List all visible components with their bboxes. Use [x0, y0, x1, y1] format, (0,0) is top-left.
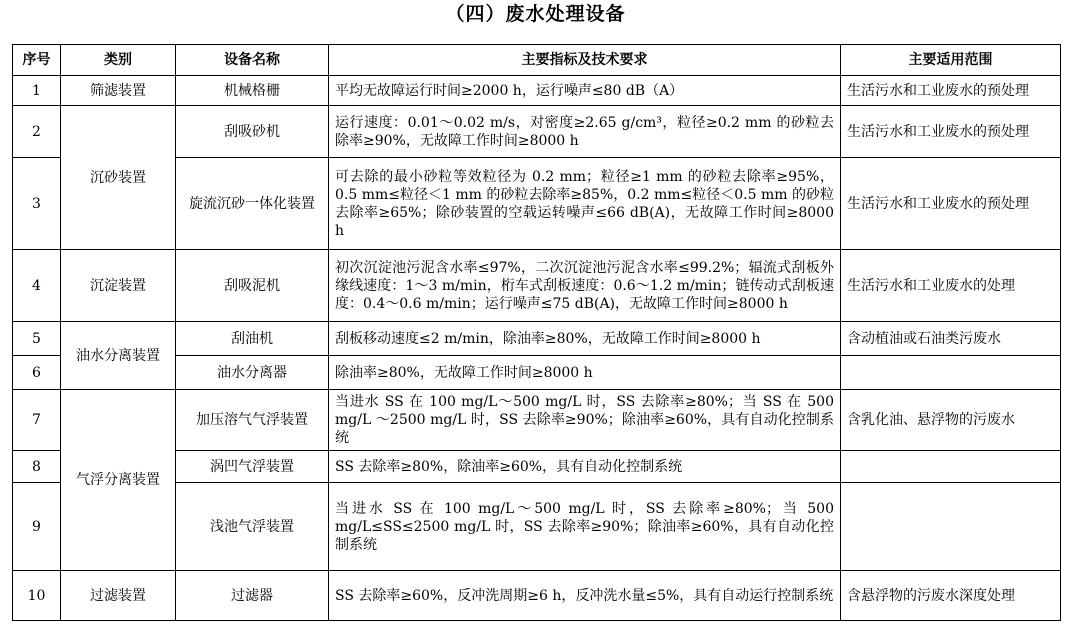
row-spec: 初次沉淀池污泥含水率≤97%，二次沉淀池污泥含水率≤99.2%；辐流式刮板外缘线速度：1～3 m/min，桁车式刮板速度：0.6～1.2 m/min；链传动式刮板速度：0.4～0.6 m/min；运行噪声≤75 dB(A)，无故障工作时间≥8000 h: [329, 250, 841, 322]
row-spec: 平均无故障运行时间≥2000 h，运行噪声≤80 dB（A）: [329, 76, 841, 106]
row-no: 5: [13, 322, 61, 356]
row-category: 气浮分离装置: [61, 390, 176, 571]
row-spec: SS 去除率≥80%，除油率≥60%，具有自动化控制系统: [329, 451, 841, 483]
row-device-name: 刮油机: [176, 322, 329, 356]
row-device-name: 旋流沉砂一体化装置: [176, 158, 329, 250]
row-scope: [841, 451, 1061, 483]
row-scope: 含悬浮物的污废水深度处理: [841, 571, 1061, 621]
row-device-name: 加压溶气气浮装置: [176, 390, 329, 451]
row-spec: 刮板移动速度≤2 m/min，除油率≥80%，无故障工作时间≥8000 h: [329, 322, 841, 356]
row-spec: SS 去除率≥60%，反冲洗周期≥6 h，反冲洗水量≤5%，具有自动运行控制系统: [329, 571, 841, 621]
row-no: 2: [13, 106, 61, 158]
row-scope: 生活污水和工业废水的预处理: [841, 158, 1061, 250]
row-scope: 含动植油或石油类污废水: [841, 322, 1061, 356]
row-category: 沉砂装置: [61, 106, 176, 250]
row-device-name: 刮吸泥机: [176, 250, 329, 322]
row-no: 3: [13, 158, 61, 250]
row-device-name: 油水分离器: [176, 356, 329, 390]
row-scope: 生活污水和工业废水的预处理: [841, 106, 1061, 158]
table-row: [13, 571, 1061, 621]
table-row: [13, 250, 1061, 322]
row-spec: 可去除的最小砂粒等效粒径为 0.2 mm；粒径≥1 mm 的砂粒去除率≥95%，0.5 mm≤粒径＜1 mm 的砂粒去除率≥85%，0.2 mm≤粒径＜0.5 mm 的砂粒去除率≥65%；除砂装置的空载运转噪声≤66 dB(A)，无故障工作时间≥8000 h: [329, 158, 841, 250]
row-no: 9: [13, 483, 61, 571]
row-spec: 当进水 SS 在 100 mg/L～500 mg/L 时，SS 去除率≥80%；当 500 mg/L≤SS≤2500 mg/L 时，SS 去除率≥90%；除油率≥60%，具有自动化控制系统: [329, 483, 841, 571]
table-header-row: [13, 45, 1061, 76]
row-spec: 运行速度：0.01～0.02 m/s，对密度≥2.65 g/cm³，粒径≥0.2 mm 的砂粒去除率≥90%，无故障工作时间≥8000 h: [329, 106, 841, 158]
row-scope: 生活污水和工业废水的处理: [841, 250, 1061, 322]
wastewater-equipment-table: [12, 44, 1061, 621]
row-device-name: 机械格栅: [176, 76, 329, 106]
row-device-name: 过滤器: [176, 571, 329, 621]
header-device-name: 设备名称: [176, 45, 329, 76]
row-category: 过滤装置: [61, 571, 176, 621]
row-spec: 当进水 SS 在 100 mg/L～500 mg/L 时，SS 去除率≥80%；当 SS 在 500 mg/L ～2500 mg/L 时，SS 去除率≥90%；除油率≥60%，具有自动化控制系统: [329, 390, 841, 451]
table-row: [13, 106, 1061, 158]
row-spec: 除油率≥80%，无故障工作时间≥8000 h: [329, 356, 841, 390]
header-scope: 主要适用范围: [841, 45, 1061, 76]
row-scope: 含乳化油、悬浮物的污废水: [841, 390, 1061, 451]
header-no: 序号: [13, 45, 61, 76]
header-category: 类别: [61, 45, 176, 76]
table-row: [13, 390, 1061, 451]
row-no: 10: [13, 571, 61, 621]
row-no: 1: [13, 76, 61, 106]
row-no: 6: [13, 356, 61, 390]
row-scope: 生活污水和工业废水的预处理: [841, 76, 1061, 106]
table-row: [13, 76, 1061, 106]
row-device-name: 刮吸砂机: [176, 106, 329, 158]
row-category: 沉淀装置: [61, 250, 176, 322]
section-title: （四）废水处理设备: [445, 3, 626, 25]
row-category: 筛滤装置: [61, 76, 176, 106]
table-row: [13, 322, 1061, 356]
row-category: 油水分离装置: [61, 322, 176, 390]
row-scope: [841, 356, 1061, 390]
row-no: 8: [13, 451, 61, 483]
row-no: 7: [13, 390, 61, 451]
row-scope: [841, 483, 1061, 571]
header-spec: 主要指标及技术要求: [329, 45, 841, 76]
row-device-name: 涡凹气浮装置: [176, 451, 329, 483]
row-device-name: 浅池气浮装置: [176, 483, 329, 571]
row-no: 4: [13, 250, 61, 322]
